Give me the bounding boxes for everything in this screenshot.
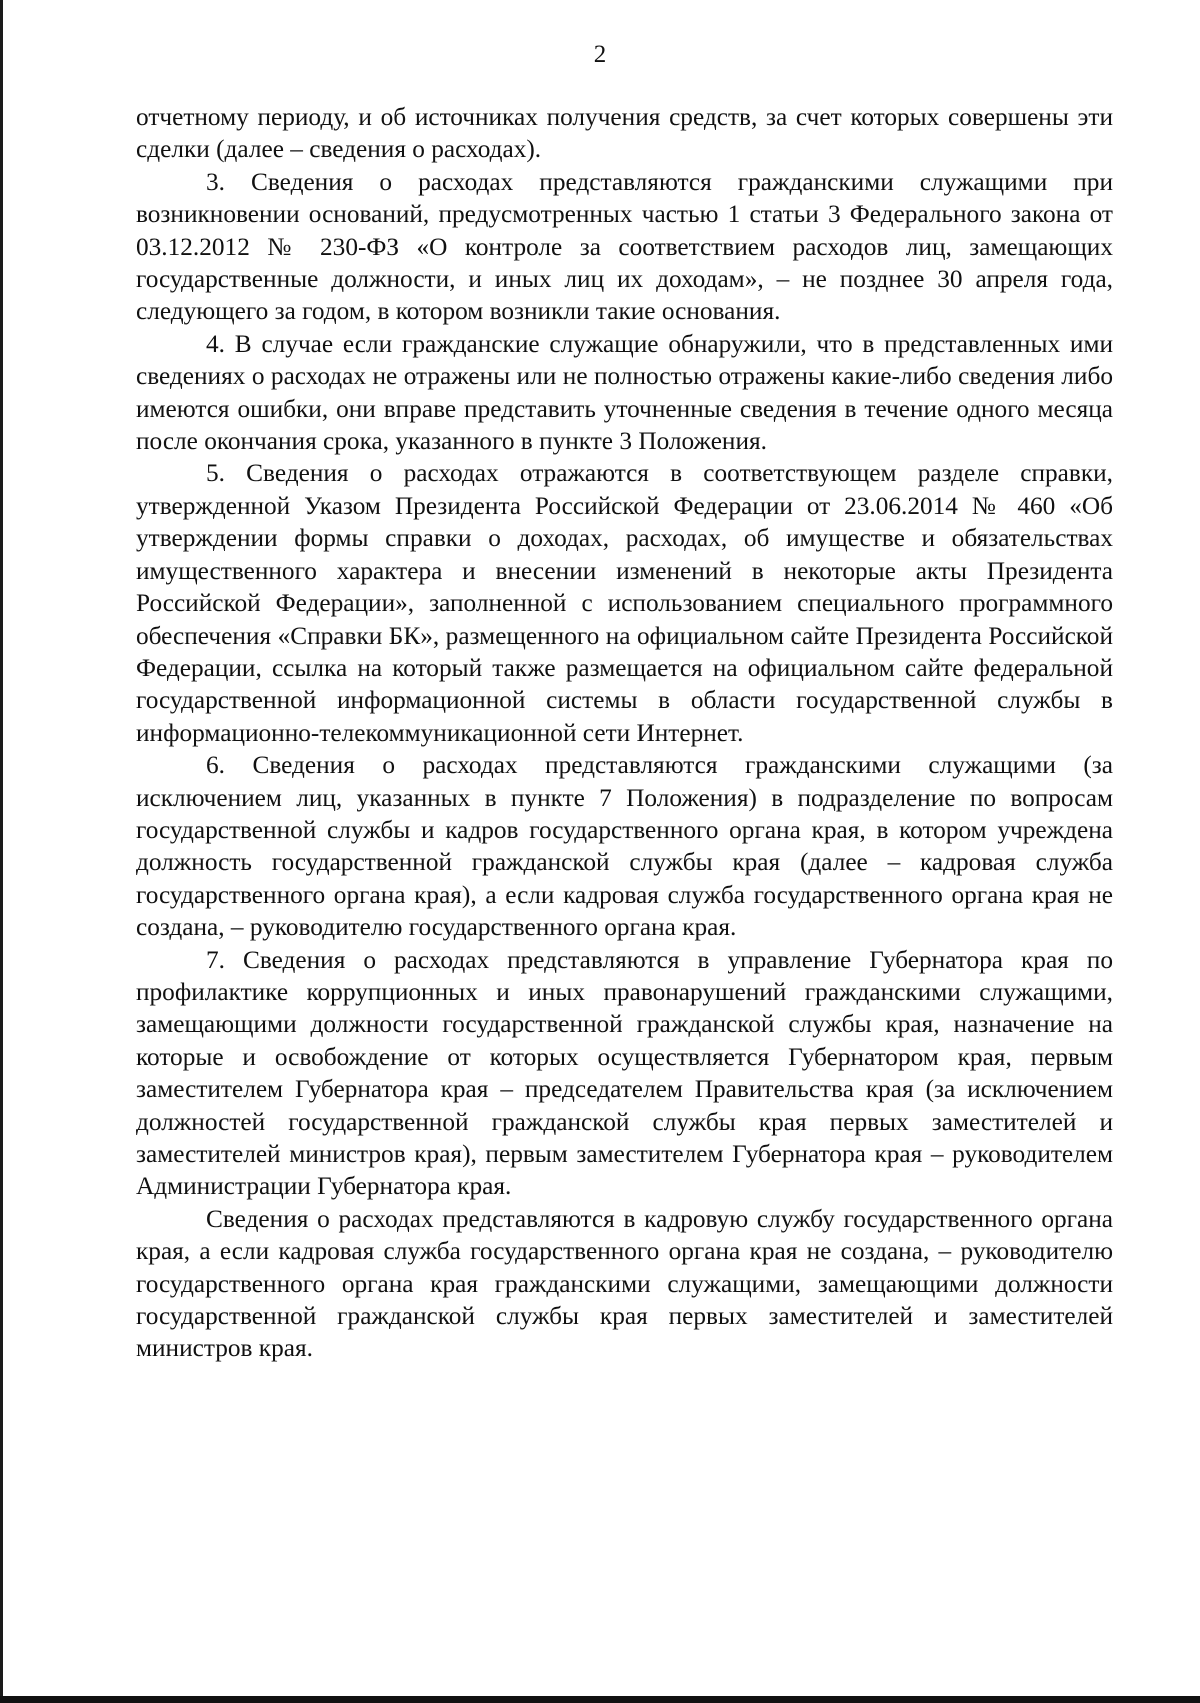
paragraph-continuation: отчетному периоду, и об источниках получения средств, за счет которых совершены эти сделки (далее – сведения о расходах). (136, 103, 1113, 164)
paragraph-item-7: 7. Сведения о расходах представляются в управление Губернатора края по профилактике коррупционных и иных правонарушений гражданскими служащими, замещающими должности государственной гражданской службы края, назначение на которые и освобождение от которых осуществляется Губернатором края, первым заместителем Губернатора края – председателем Правительства края (за исключением должностей государственной гражданской службы края первых заместителей и заместителей министров края), первым заместителем Губернатора края – руководителем Администрации Губернатора края. (136, 945, 1113, 1201)
paragraph-item-4: 4. В случае если гражданские служащие обнаружили, что в представленных ими сведениях о расходах не отражены или не полностью отражены какие-либо сведения либо имеются ошибки, они вправе представить уточненные сведения в течение одного месяца после окончания срока, указанного в пункте 3 Положения. (136, 329, 1113, 456)
scan-left-edge (0, 0, 3, 1703)
scan-bottom-edge (0, 1696, 1200, 1703)
document-body (136, 101, 1113, 1365)
page-number: 2 (593, 41, 607, 68)
paragraph-item-6: 6. Сведения о расходах представляются гражданскими служащими (за исключением лиц, указанных в пункте 7 Положения) в подразделение по вопросам государственной службы и кадров государственного органа края, в котором учреждена должность государственной гражданской службы края (далее – кадровая служба государственного органа края), а если кадровая служба государственного органа края не создана, – руководителю государственного органа края. (136, 751, 1113, 942)
paragraph-item-5: 5. Сведения о расходах отражаются в соответствующем разделе справки, утвержденной Указом Президента Российской Федерации от 23.06.2014 № 460 «Об утверждении формы справки о доходах, расходах, об имуществе и обязательствах имущественного характера и внесении изменений в некоторые акты Президента Российской Федерации», заполненной с использованием специального программного обеспечения «Справки БК», размещенного на официальном сайте Президента Российской Федерации, ссылка на который также размещается на официальном сайте федеральной государственной информационной системы в области государственной службы в информационно-телекоммуникационной сети Интернет. (136, 459, 1113, 747)
paragraph-item-3: 3. Сведения о расходах представляются гражданскими служащими при возникновении оснований, предусмотренных частью 1 статьи 3 Федерального закона от 03.12.2012 № 230-ФЗ «О контроле за соответствием расходов лиц, замещающих государственные должности, и иных лиц их доходам», – не позднее 30 апреля года, следующего за годом, в котором возникли такие основания. (136, 167, 1113, 326)
paragraph-item-7-continued: Сведения о расходах представляются в кадровую службу государственного органа края, а если кадровая служба государственного органа края не создана, – руководителю государственного органа края гражданскими служащими, замещающими должности государственной гражданской службы края первых заместителей и заместителей министров края. (136, 1204, 1113, 1363)
